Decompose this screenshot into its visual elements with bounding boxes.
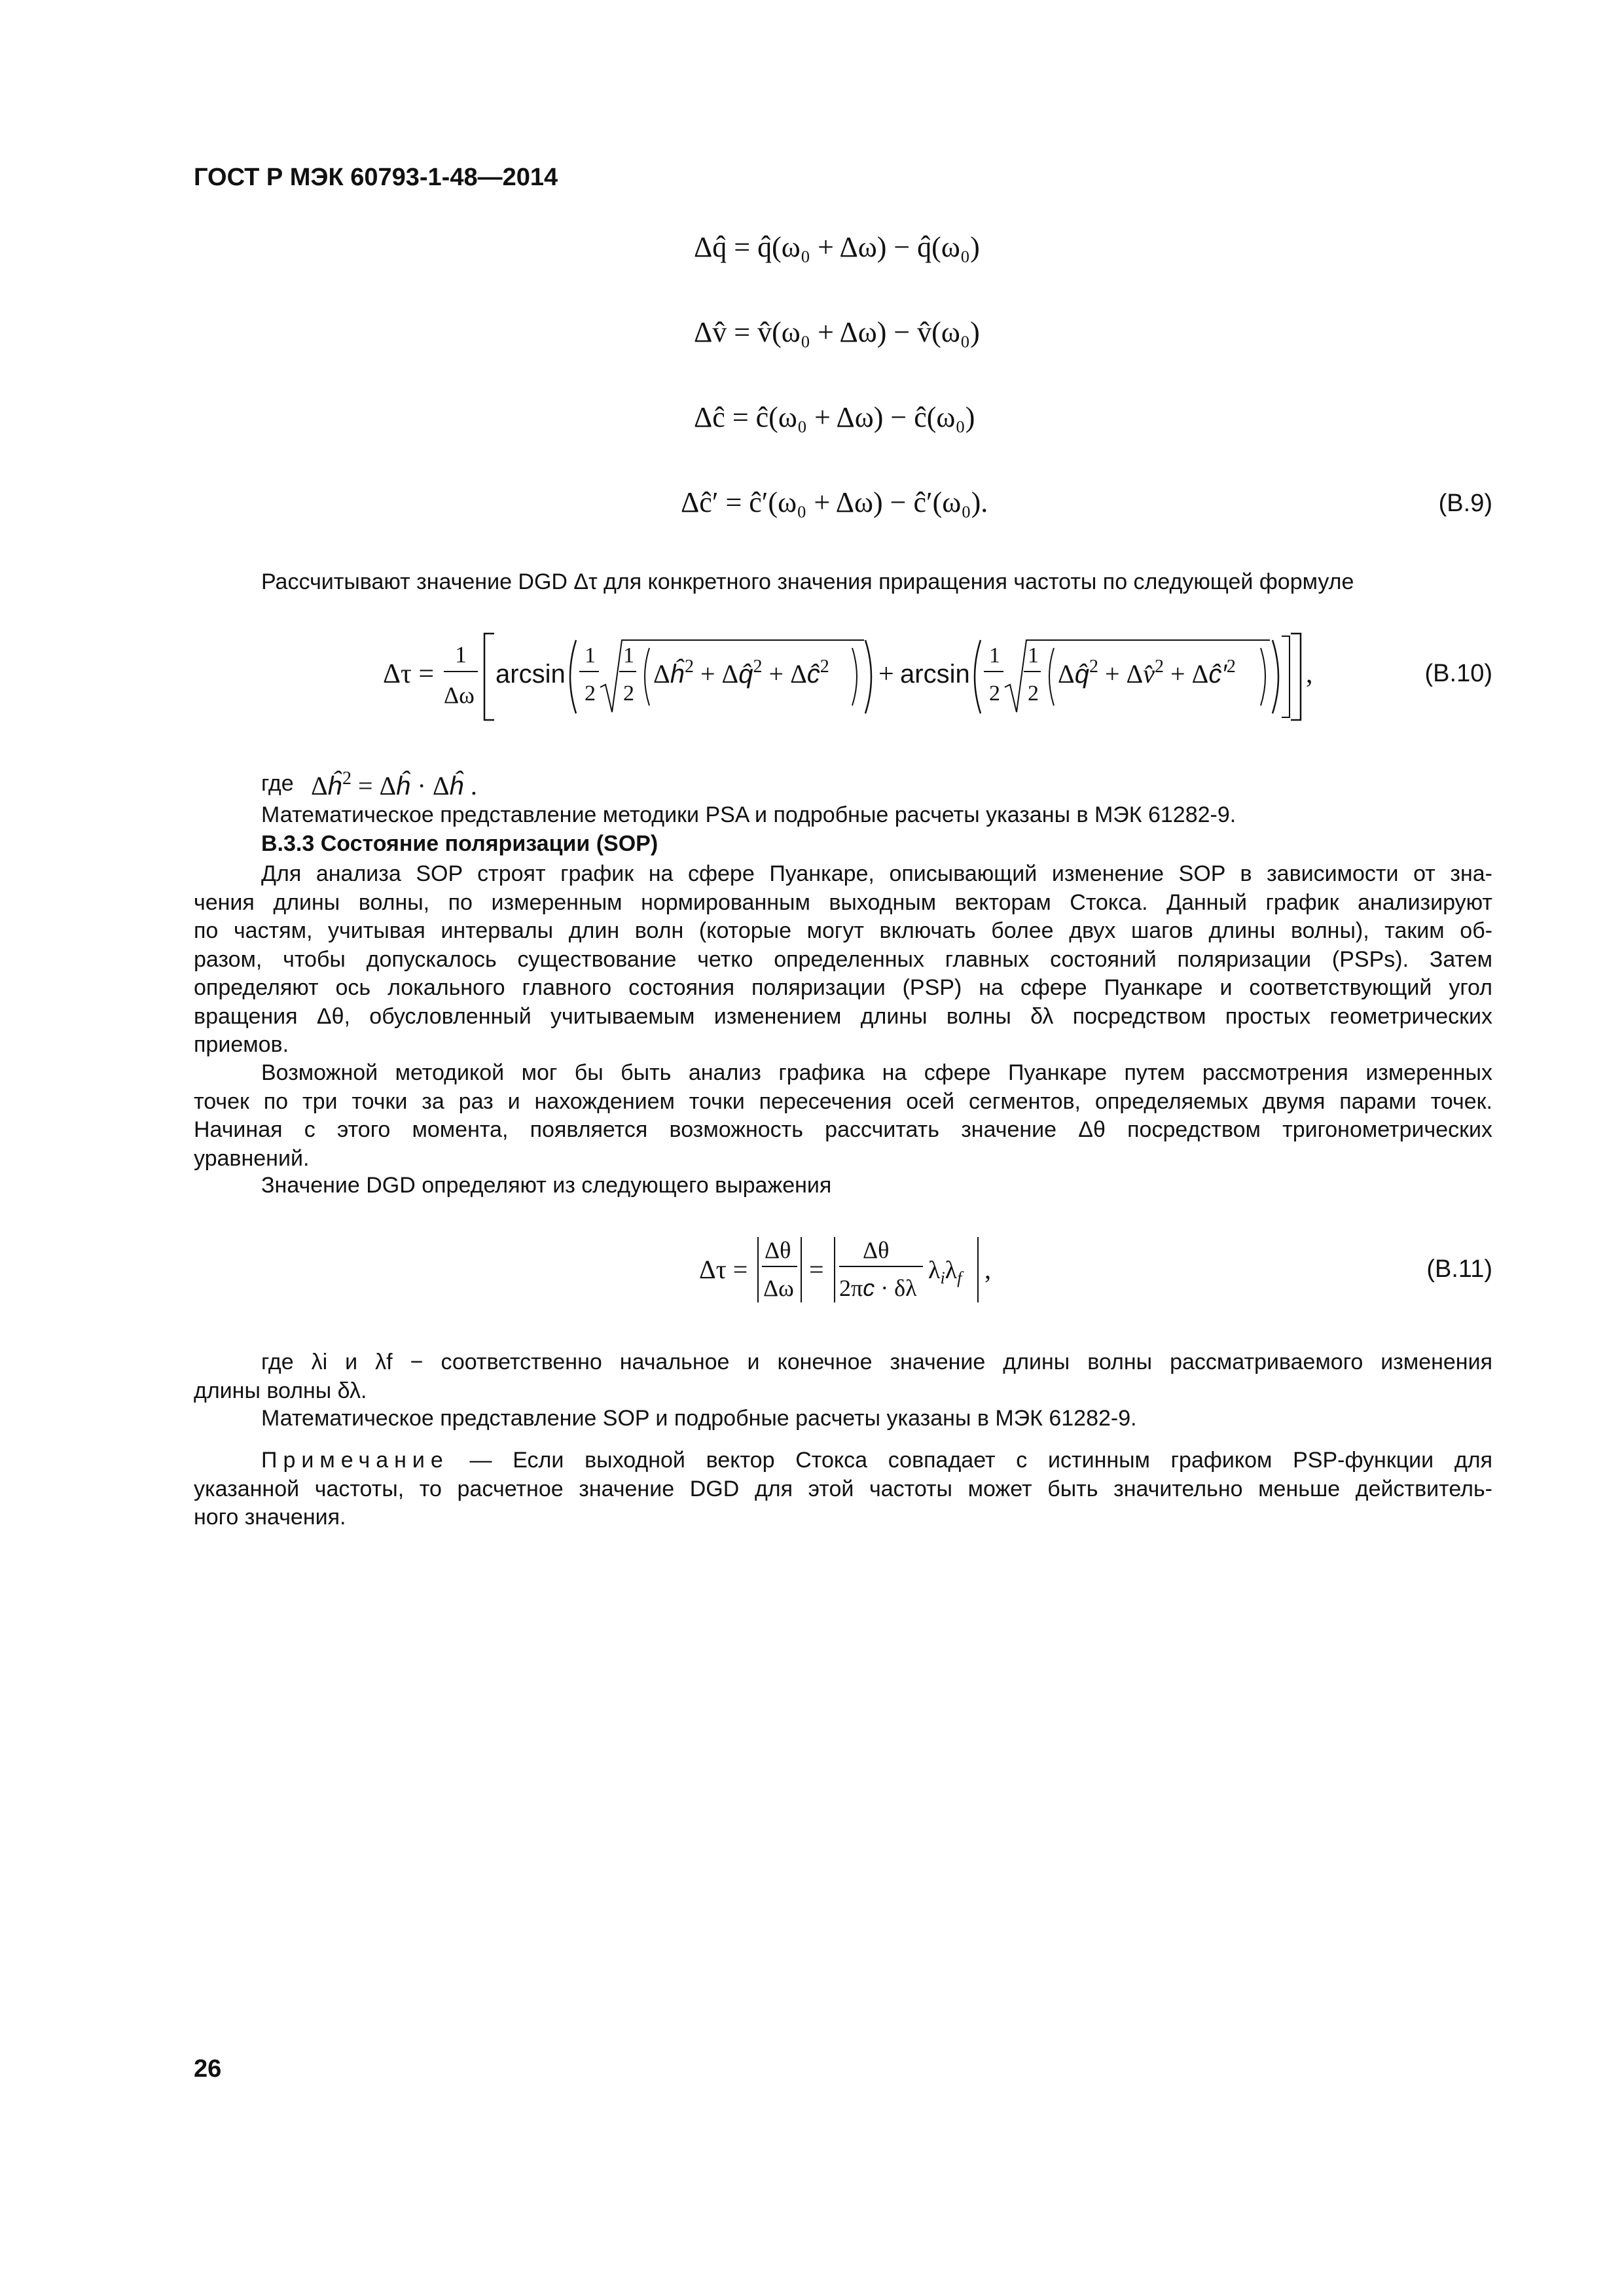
svg-text:Δĥ2 = Δĥ · Δĥ .: $\Delta ĥ^2$ = Δĥ · Δĥ .	[311, 768, 477, 800]
equation-number-b11: (B.11)	[1426, 1255, 1492, 1283]
text-line: где λi и λf − соответственно начальное и конечное значение длины волны рассматриваемого изменения	[261, 1350, 1492, 1374]
where-label: где	[261, 771, 294, 796]
svg-text:2: 2	[585, 681, 596, 706]
document-header: ГОСТ Р МЭК 60793-1-48—2014	[194, 164, 558, 191]
svg-text:arcsin: arcsin	[900, 660, 970, 689]
svg-text:Δω: Δω	[444, 682, 475, 708]
svg-text:2: 2	[989, 681, 1000, 706]
equation-b9-line-4: Δĉ′ = ĉ′(ω₀ + Δω) − ĉ′(ω₀).	[681, 486, 988, 518]
psa-note: Математическое представление методики PSA и подробные расчеты указаны в МЭК 61282-9.	[261, 802, 1236, 827]
svg-text:λiλf: $\lambda_i\lambda_f$	[928, 1257, 962, 1287]
svg-text:+: +	[878, 659, 894, 689]
svg-text:1: 1	[989, 643, 1000, 668]
text-line: разом, чтобы допускалось существование четко определенных главных состояний поляризации (PSPs). Затем	[194, 946, 1492, 972]
text-line: уравнений.	[194, 1145, 310, 1171]
svg-text:2: 2	[1028, 681, 1039, 706]
note-block	[194, 1446, 1492, 1532]
paragraph-sop-2	[194, 1059, 1492, 1173]
paragraph-sop-1	[194, 860, 1492, 1060]
svg-text:Δθ: Δθ	[765, 1237, 791, 1263]
svg-text:=: =	[809, 1255, 824, 1284]
note-text: — Если выходной вектор Стокса совпадает с истинным графиком PSP-функции для	[469, 1448, 1492, 1473]
text-line: определяют ось локального главного состояния поляризации (PSP) на сфере Пуанкаре и соответствующий угол	[194, 975, 1492, 1000]
page-number: 26	[194, 2055, 222, 2083]
text-line: Возможной методикой мог бы быть анализ графика на сфере Пуанкаре путем рассмотрения измеренных	[261, 1060, 1492, 1085]
text-line: по частям, учитывая интервалы длин волн (которые могут включать более двух шагов длины волны), таким об-	[194, 918, 1492, 943]
paragraph-intro-b10: Рассчитывают значение DGD Δτ для конкретного значения приращения частоты по следующей формуле	[261, 569, 1354, 594]
equation-b9-line-3: Δĉ = ĉ(ω₀ + Δω) − ĉ(ω₀)	[694, 401, 975, 433]
svg-text:Δτ =: Δτ =	[383, 659, 435, 689]
sop-note: Математическое представление SOP и подробные расчеты указаны в МЭК 61282-9.	[261, 1406, 1137, 1431]
svg-text:Δq̂2 + Δv̂2 + Δĉ′2: Δq̂$^2$ + Δv̂$^2$ + $\Delta ĉ'^2$	[1058, 656, 1236, 689]
text-line: чения длины волны, по измеренным нормированным выходным векторам Стокса. Данный график анализируют	[194, 889, 1492, 915]
equation-b9-line-1: Δq̂ = q̂(ω₀ + Δω) − q̂(ω₀)	[694, 231, 980, 263]
text-line: указанной частоты, то расчетное значение DGD для этой частоты может быть значительно меньше действитель-	[194, 1476, 1492, 1501]
note-label: Примечание	[261, 1448, 449, 1473]
text-line: ного значения.	[194, 1505, 346, 1530]
svg-text:1: 1	[623, 643, 634, 668]
text-line: длины волны δλ.	[194, 1378, 367, 1403]
text-line: Для анализа SOP строят график на сфере Пуанкаре, описывающий изменение SOP в зависимости от зна-	[261, 861, 1492, 886]
svg-text:Δω: Δω	[763, 1275, 794, 1301]
svg-text:,: ,	[1306, 659, 1313, 689]
text-line	[194, 1446, 1492, 1475]
svg-text:1: 1	[1028, 643, 1039, 668]
svg-text:2πc · δλ: 2πc · δλ	[839, 1274, 917, 1301]
svg-text:1: 1	[585, 643, 596, 668]
text-line: Начиная с этого момента, появляется возможность рассчитать значение Δθ посредством тригонометрических	[194, 1117, 1492, 1142]
svg-text:,: ,	[984, 1255, 991, 1284]
equation-number-b9: (B.9)	[1438, 490, 1492, 517]
section-heading-b33: B.3.3 Состояние поляризации (SOP)	[261, 831, 659, 856]
text-line: точек по три точки за раз и нахождением точки пересечения осей сегментов, определяемых двумя парами точек.	[194, 1088, 1492, 1114]
paragraph-lambda-definition	[194, 1348, 1492, 1405]
text-line: приемов.	[194, 1032, 289, 1057]
svg-text:Δθ: Δθ	[863, 1237, 890, 1263]
where-h-definition	[261, 771, 294, 797]
svg-text:2: 2	[623, 681, 634, 706]
text-line: вращения Δθ, обусловленный учитываемым изменением длины волны δλ посредством простых геометрических	[194, 1003, 1492, 1029]
svg-text:arcsin: arcsin	[496, 660, 566, 689]
svg-text:Δτ =: Δτ =	[699, 1255, 748, 1284]
equation-number-b10: (B.10)	[1424, 660, 1492, 687]
paragraph-intro-b11: Значение DGD определяют из следующего выражения	[261, 1173, 832, 1198]
svg-text:1: 1	[455, 641, 467, 668]
equation-b9-line-2: Δv̂ = v̂(ω₀ + Δω) − v̂(ω₀)	[694, 316, 980, 348]
svg-text:Δĥ2 + Δq̂2 + Δĉ2: $\Delta ĥ^2$ + Δq̂$^2$ + $\Delta ĉ^2$	[653, 656, 829, 689]
